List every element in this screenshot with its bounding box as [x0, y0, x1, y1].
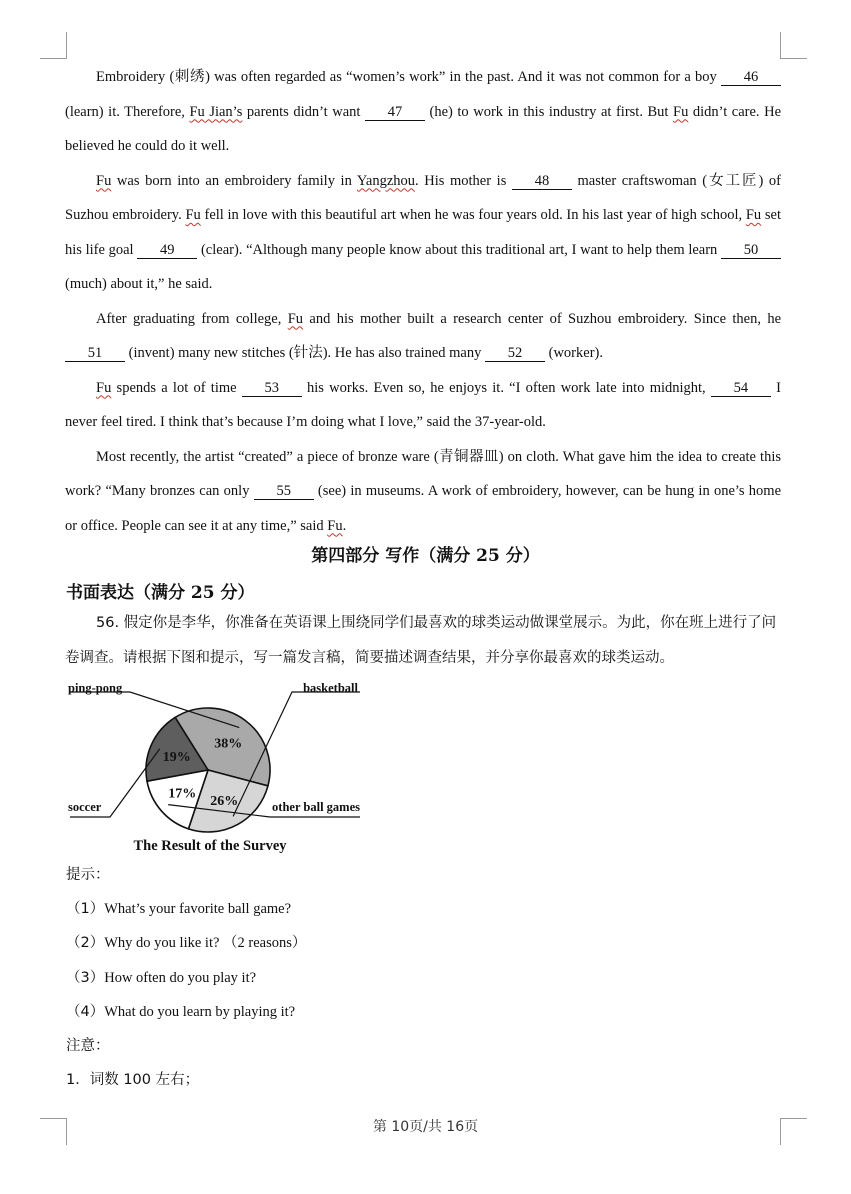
- chart-title: The Result of the Survey: [133, 838, 287, 854]
- blank-52[interactable]: 52: [485, 345, 545, 362]
- blank-53[interactable]: 53: [242, 380, 302, 397]
- paragraph-3: [65, 302, 781, 371]
- text: master craftswoman (: [571, 172, 708, 189]
- hint-item-3: [66, 961, 306, 995]
- text: set his life goal: [65, 207, 781, 258]
- blank-49[interactable]: 49: [137, 242, 197, 259]
- hint-text: How often do you play it?: [104, 969, 257, 986]
- pie-value-label: 26%: [210, 794, 239, 809]
- text: 青铜器皿: [438, 448, 499, 465]
- name-yangzhou: Yangzhou: [356, 172, 416, 189]
- text: (clear). “Although many people know about this traditional art, I want to help them learn: [197, 241, 721, 258]
- hint-number: （4）: [66, 1003, 105, 1020]
- hint-number: （1）: [66, 901, 105, 918]
- name-fu: Fu: [287, 310, 304, 327]
- hints-block: [66, 858, 306, 1097]
- writing-task: [65, 606, 781, 676]
- pie-value-label: 19%: [162, 750, 191, 766]
- blank-51[interactable]: 51: [65, 345, 125, 362]
- text: (learn) it. Therefore,: [65, 103, 190, 120]
- text: fell in love with this beautiful art when he was four years old. In his last year of high school,: [200, 207, 746, 223]
- category-label: soccer: [68, 800, 102, 814]
- hint-number: （3）: [66, 969, 105, 986]
- blank-54[interactable]: 54: [711, 380, 771, 397]
- text: ) of Suzhou embroidery.: [65, 172, 781, 223]
- text: ) was often regarded as “women’s work” in the past. And it was not common for a boy: [205, 69, 717, 85]
- text: (much) about it,” he said.: [65, 276, 213, 292]
- hint-text: What’s your favorite ball game?: [104, 901, 292, 918]
- notes-heading: 注意：: [66, 1038, 110, 1055]
- text: . His mother is: [415, 172, 512, 189]
- pie-value-label: 17%: [168, 786, 197, 802]
- crop-mark-top-right: [780, 32, 807, 59]
- text: (invent) many new stitches (: [125, 345, 294, 361]
- text: ). He has also trained many: [322, 345, 485, 361]
- hint-item-4: [66, 995, 306, 1029]
- text: (he) to work in this industry at first. But: [424, 103, 669, 120]
- paragraph-5: [65, 440, 781, 544]
- name-fu: Fu: [96, 172, 112, 189]
- pie-value-label: 38%: [214, 736, 243, 752]
- text: ) on cloth. What gave him the idea to create this work? “Many bronzes can only: [65, 448, 781, 499]
- text: his works. Even so, he enjoys it. “I often work late into midnight,: [301, 379, 711, 396]
- name-fu-jian: Fu Jian’s: [189, 103, 243, 120]
- blank-55[interactable]: 55: [254, 483, 314, 500]
- blank-47[interactable]: 47: [365, 104, 425, 121]
- text: 针法: [293, 345, 323, 361]
- text: was born into an embroidery family in: [111, 172, 357, 189]
- paragraph-1: [65, 60, 781, 164]
- page-footer: 第 10页/共 16页: [372, 1119, 479, 1135]
- text: .: [342, 517, 347, 534]
- paragraph-2: [65, 164, 781, 302]
- crop-mark-top-left: [40, 32, 67, 59]
- text: didn’t care. He believed he could do it well.: [65, 103, 782, 154]
- blank-46[interactable]: 46: [721, 69, 781, 86]
- name-fu: Fu: [673, 103, 689, 120]
- subsection-title: 书面表达（满分 25 分）: [66, 583, 255, 603]
- text: parents didn’t want: [242, 103, 365, 120]
- section-title: 第四部分 写作（满分 25 分）: [311, 546, 540, 566]
- text: (worker).: [545, 345, 603, 361]
- hint-number: （2）: [66, 935, 105, 952]
- task-prompt: 56. 假定你是李华，你准备在英语课上围绕同学们最喜欢的球类运动做课堂展示。为此，你在班上进行了问卷调查。请根据下图和提示，写一篇发言稿，简要描述调查结果，并分享你最喜欢的球类运动。: [65, 615, 777, 666]
- text: 女工匠: [707, 172, 759, 189]
- name-fu: Fu: [327, 517, 343, 534]
- hint-text: Why do you like it? （2 reasons）: [104, 935, 307, 952]
- hints-heading: 提示：: [66, 867, 110, 883]
- text: After graduating from college,: [96, 310, 288, 327]
- hint-text: What do you learn by playing it?: [104, 1003, 296, 1020]
- blank-50[interactable]: 50: [721, 242, 781, 259]
- text: I never feel tired. I think that’s because I’m doing what I love,” said the 37-year-old.: [65, 379, 781, 430]
- text: Embroidery (: [96, 69, 175, 85]
- category-label: basketball: [303, 681, 358, 695]
- text: (see) in museums. A work of embroidery, however, can be hung in one’s home or office. People can see it at any time,” said: [65, 483, 781, 534]
- text: spends a lot of time: [111, 379, 242, 396]
- name-fu: Fu: [96, 379, 112, 396]
- survey-pie-chart: [60, 676, 370, 856]
- text: Most recently, the artist “created” a piece of bronze ware (: [96, 448, 439, 465]
- hint-item-1: [66, 892, 306, 926]
- category-label: other ball games: [272, 800, 360, 814]
- cloze-passage: [65, 60, 781, 543]
- blank-48[interactable]: 48: [512, 173, 572, 190]
- text: 刺绣: [174, 69, 206, 85]
- paragraph-4: [65, 371, 781, 440]
- text: and his mother built a research center of Suzhou embroidery. Since then, he: [303, 310, 782, 327]
- name-fu: Fu: [185, 207, 201, 223]
- note-1: 1．词数 100 左右；: [66, 1072, 200, 1089]
- category-label: ping-pong: [68, 681, 123, 695]
- name-fu: Fu: [745, 207, 762, 223]
- hint-item-2: [66, 926, 306, 960]
